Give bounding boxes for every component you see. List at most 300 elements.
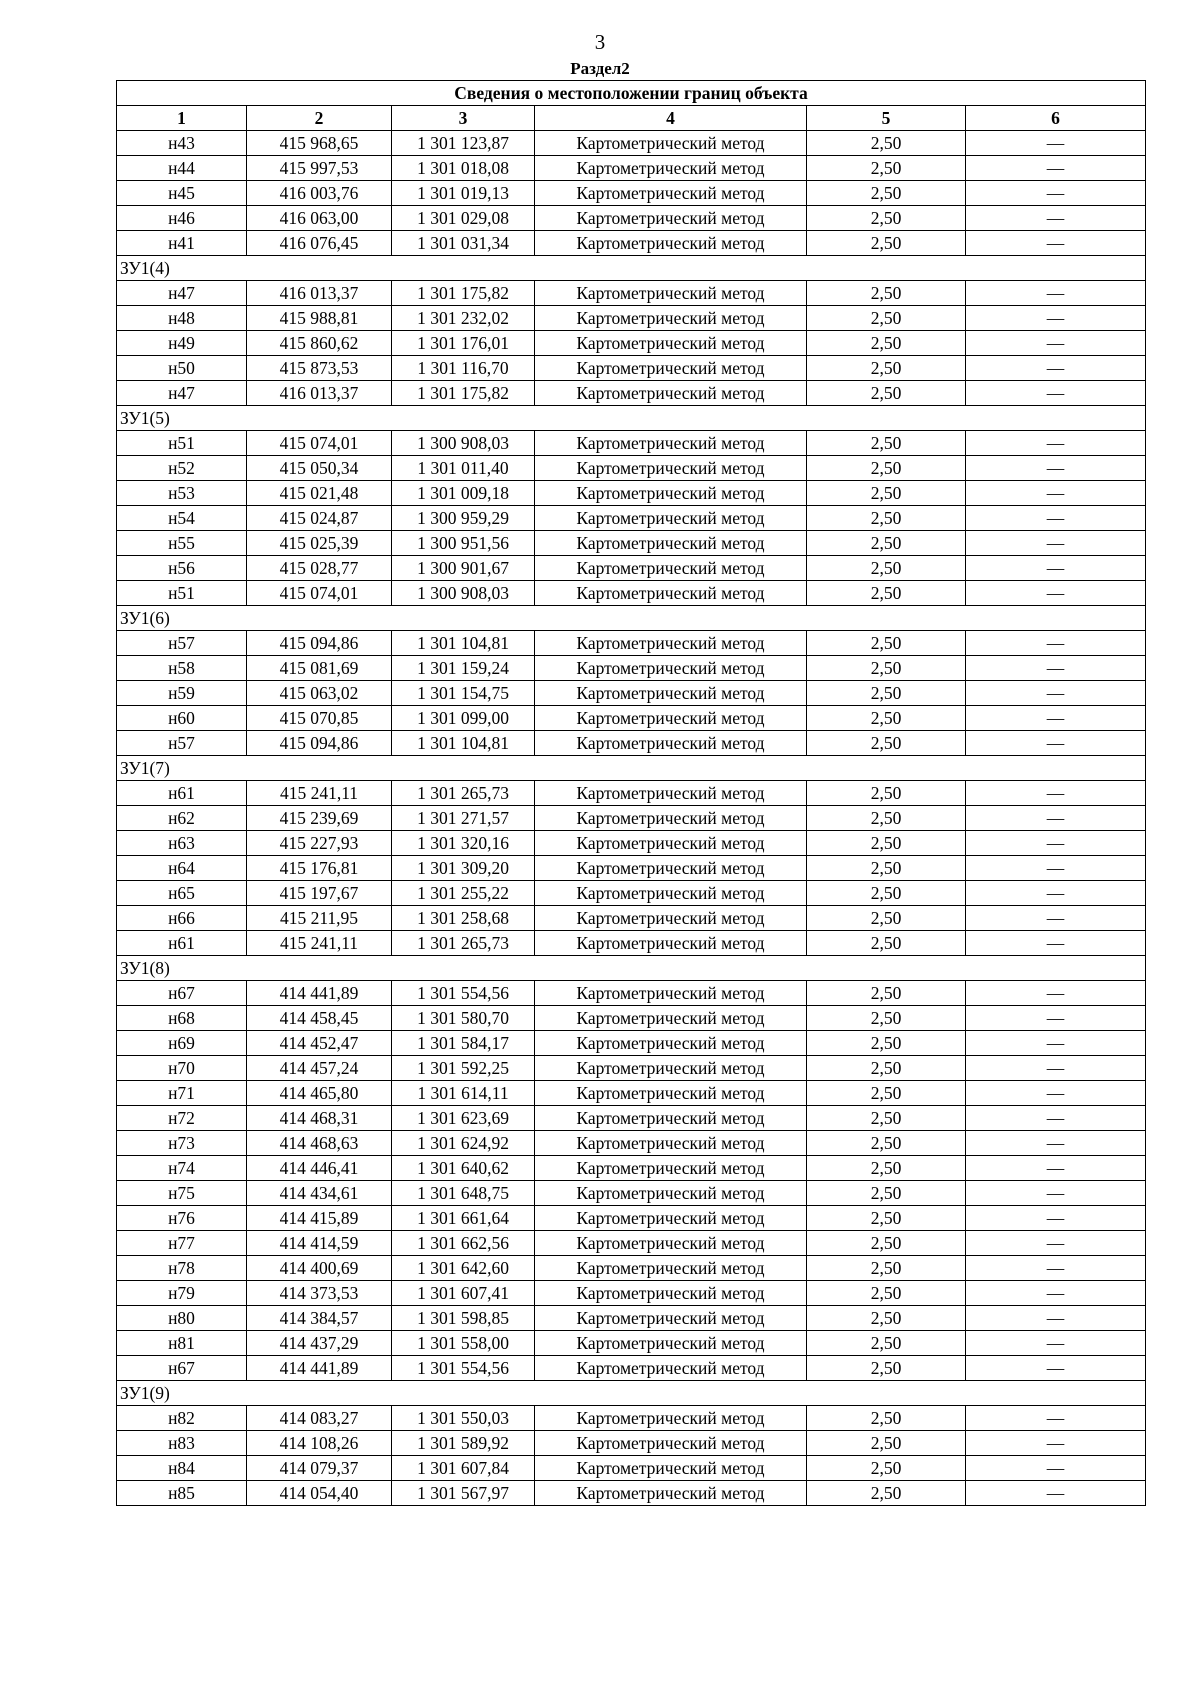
description-cell: — (966, 1231, 1146, 1256)
description-cell: — (966, 1056, 1146, 1081)
table-row (117, 806, 1146, 831)
point-name-cell: н83 (117, 1431, 247, 1456)
table-row (117, 1331, 1146, 1356)
method-cell: Картометрический метод (535, 1256, 807, 1281)
method-cell: Картометрический метод (535, 1031, 807, 1056)
table-row (117, 1431, 1146, 1456)
y-coordinate-cell: 1 301 159,24 (392, 656, 535, 681)
method-cell: Картометрический метод (535, 1156, 807, 1181)
y-coordinate-cell: 1 301 271,57 (392, 806, 535, 831)
table-caption: Сведения о местоположении границ объекта (117, 81, 1146, 106)
precision-cell: 2,50 (807, 331, 966, 356)
x-coordinate-cell: 416 013,37 (247, 381, 392, 406)
point-name-cell: н47 (117, 281, 247, 306)
table-row (117, 1056, 1146, 1081)
group-row (117, 256, 1146, 281)
table-row (117, 1081, 1146, 1106)
precision-cell: 2,50 (807, 306, 966, 331)
precision-cell: 2,50 (807, 531, 966, 556)
precision-cell: 2,50 (807, 1281, 966, 1306)
x-coordinate-cell: 416 003,76 (247, 181, 392, 206)
column-number-row (117, 106, 1146, 131)
table-row (117, 1356, 1146, 1381)
section-title: Раздел2 (570, 59, 630, 78)
description-cell: — (966, 1131, 1146, 1156)
x-coordinate-cell: 414 441,89 (247, 981, 392, 1006)
description-cell: — (966, 331, 1146, 356)
precision-cell: 2,50 (807, 481, 966, 506)
y-coordinate-cell: 1 301 265,73 (392, 931, 535, 956)
point-name-cell: н54 (117, 506, 247, 531)
description-cell: — (966, 1106, 1146, 1131)
x-coordinate-cell: 414 384,57 (247, 1306, 392, 1331)
x-coordinate-cell: 414 415,89 (247, 1206, 392, 1231)
group-row (117, 756, 1146, 781)
column-header: 3 (392, 106, 535, 131)
description-cell: — (966, 1406, 1146, 1431)
y-coordinate-cell: 1 301 554,56 (392, 1356, 535, 1381)
method-cell: Картометрический метод (535, 156, 807, 181)
x-coordinate-cell: 415 241,11 (247, 931, 392, 956)
x-coordinate-cell: 414 452,47 (247, 1031, 392, 1056)
table-row (117, 1256, 1146, 1281)
precision-cell: 2,50 (807, 1306, 966, 1331)
point-name-cell: н57 (117, 731, 247, 756)
description-cell: — (966, 881, 1146, 906)
method-cell: Картометрический метод (535, 1056, 807, 1081)
table-row (117, 456, 1146, 481)
point-name-cell: н45 (117, 181, 247, 206)
group-label: ЗУ1(7) (117, 756, 1146, 781)
method-cell: Картометрический метод (535, 1106, 807, 1131)
point-name-cell: н53 (117, 481, 247, 506)
point-name-cell: н47 (117, 381, 247, 406)
group-row (117, 406, 1146, 431)
y-coordinate-cell: 1 301 580,70 (392, 1006, 535, 1031)
method-cell: Картометрический метод (535, 356, 807, 381)
x-coordinate-cell: 415 211,95 (247, 906, 392, 931)
y-coordinate-cell: 1 300 901,67 (392, 556, 535, 581)
table-row (117, 656, 1146, 681)
point-name-cell: н82 (117, 1406, 247, 1431)
precision-cell: 2,50 (807, 456, 966, 481)
point-name-cell: н81 (117, 1331, 247, 1356)
precision-cell: 2,50 (807, 856, 966, 881)
method-cell: Картометрический метод (535, 856, 807, 881)
x-coordinate-cell: 414 054,40 (247, 1481, 392, 1506)
description-cell: — (966, 306, 1146, 331)
x-coordinate-cell: 415 239,69 (247, 806, 392, 831)
point-name-cell: н67 (117, 981, 247, 1006)
precision-cell: 2,50 (807, 681, 966, 706)
table-body (117, 131, 1146, 1506)
description-cell: — (966, 1081, 1146, 1106)
precision-cell: 2,50 (807, 1231, 966, 1256)
method-cell: Картометрический метод (535, 1456, 807, 1481)
y-coordinate-cell: 1 301 624,92 (392, 1131, 535, 1156)
point-name-cell: н43 (117, 131, 247, 156)
point-name-cell: н78 (117, 1256, 247, 1281)
group-label: ЗУ1(6) (117, 606, 1146, 631)
precision-cell: 2,50 (807, 1356, 966, 1381)
description-cell: — (966, 1206, 1146, 1231)
description-cell: — (966, 1156, 1146, 1181)
point-name-cell: н79 (117, 1281, 247, 1306)
y-coordinate-cell: 1 301 661,64 (392, 1206, 535, 1231)
precision-cell: 2,50 (807, 1031, 966, 1056)
point-name-cell: н52 (117, 456, 247, 481)
table-row (117, 556, 1146, 581)
method-cell: Картометрический метод (535, 1356, 807, 1381)
point-name-cell: н73 (117, 1131, 247, 1156)
y-coordinate-cell: 1 301 550,03 (392, 1406, 535, 1431)
y-coordinate-cell: 1 301 598,85 (392, 1306, 535, 1331)
precision-cell: 2,50 (807, 1056, 966, 1081)
description-cell: — (966, 681, 1146, 706)
y-coordinate-cell: 1 301 104,81 (392, 731, 535, 756)
method-cell: Картометрический метод (535, 381, 807, 406)
table-row (117, 581, 1146, 606)
description-cell: — (966, 281, 1146, 306)
table-row (117, 1481, 1146, 1506)
y-coordinate-cell: 1 301 258,68 (392, 906, 535, 931)
table-row (117, 131, 1146, 156)
description-cell: — (966, 856, 1146, 881)
y-coordinate-cell: 1 300 951,56 (392, 531, 535, 556)
description-cell: — (966, 356, 1146, 381)
point-name-cell: н56 (117, 556, 247, 581)
y-coordinate-cell: 1 301 255,22 (392, 881, 535, 906)
x-coordinate-cell: 415 197,67 (247, 881, 392, 906)
column-header: 2 (247, 106, 392, 131)
x-coordinate-cell: 414 434,61 (247, 1181, 392, 1206)
y-coordinate-cell: 1 301 554,56 (392, 981, 535, 1006)
description-cell: — (966, 906, 1146, 931)
table-caption-row (117, 81, 1146, 106)
description-cell: — (966, 731, 1146, 756)
table-row (117, 381, 1146, 406)
table-row (117, 306, 1146, 331)
table-row (117, 1406, 1146, 1431)
x-coordinate-cell: 414 437,29 (247, 1331, 392, 1356)
method-cell: Картометрический метод (535, 431, 807, 456)
point-name-cell: н57 (117, 631, 247, 656)
precision-cell: 2,50 (807, 1081, 966, 1106)
description-cell: — (966, 656, 1146, 681)
description-cell: — (966, 206, 1146, 231)
y-coordinate-cell: 1 301 116,70 (392, 356, 535, 381)
x-coordinate-cell: 414 083,27 (247, 1406, 392, 1431)
method-cell: Картометрический метод (535, 531, 807, 556)
precision-cell: 2,50 (807, 156, 966, 181)
precision-cell: 2,50 (807, 431, 966, 456)
y-coordinate-cell: 1 301 614,11 (392, 1081, 535, 1106)
x-coordinate-cell: 415 094,86 (247, 731, 392, 756)
point-name-cell: н58 (117, 656, 247, 681)
x-coordinate-cell: 415 021,48 (247, 481, 392, 506)
y-coordinate-cell: 1 301 584,17 (392, 1031, 535, 1056)
y-coordinate-cell: 1 301 154,75 (392, 681, 535, 706)
y-coordinate-cell: 1 300 908,03 (392, 581, 535, 606)
point-name-cell: н60 (117, 706, 247, 731)
x-coordinate-cell: 415 074,01 (247, 431, 392, 456)
precision-cell: 2,50 (807, 981, 966, 1006)
description-cell: — (966, 1431, 1146, 1456)
method-cell: Картометрический метод (535, 481, 807, 506)
method-cell: Картометрический метод (535, 731, 807, 756)
x-coordinate-cell: 414 468,63 (247, 1131, 392, 1156)
group-row (117, 1381, 1146, 1406)
group-row (117, 606, 1146, 631)
method-cell: Картометрический метод (535, 1081, 807, 1106)
table-row (117, 731, 1146, 756)
table-row (117, 331, 1146, 356)
method-cell: Картометрический метод (535, 506, 807, 531)
precision-cell: 2,50 (807, 781, 966, 806)
y-coordinate-cell: 1 301 607,41 (392, 1281, 535, 1306)
x-coordinate-cell: 415 070,85 (247, 706, 392, 731)
method-cell: Картометрический метод (535, 1306, 807, 1331)
precision-cell: 2,50 (807, 581, 966, 606)
point-name-cell: н59 (117, 681, 247, 706)
x-coordinate-cell: 415 968,65 (247, 131, 392, 156)
x-coordinate-cell: 414 465,80 (247, 1081, 392, 1106)
point-name-cell: н65 (117, 881, 247, 906)
description-cell: — (966, 931, 1146, 956)
point-name-cell: н48 (117, 306, 247, 331)
x-coordinate-cell: 415 074,01 (247, 581, 392, 606)
description-cell: — (966, 1256, 1146, 1281)
method-cell: Картометрический метод (535, 1181, 807, 1206)
table-row (117, 1306, 1146, 1331)
x-coordinate-cell: 415 024,87 (247, 506, 392, 531)
table-row (117, 1031, 1146, 1056)
point-name-cell: н61 (117, 781, 247, 806)
point-name-cell: н63 (117, 831, 247, 856)
point-name-cell: н50 (117, 356, 247, 381)
method-cell: Картометрический метод (535, 456, 807, 481)
x-coordinate-cell: 415 081,69 (247, 656, 392, 681)
y-coordinate-cell: 1 301 232,02 (392, 306, 535, 331)
x-coordinate-cell: 415 860,62 (247, 331, 392, 356)
y-coordinate-cell: 1 301 009,18 (392, 481, 535, 506)
page-number: 3 (594, 30, 606, 54)
table-row (117, 631, 1146, 656)
y-coordinate-cell: 1 301 640,62 (392, 1156, 535, 1181)
group-label: ЗУ1(5) (117, 406, 1146, 431)
precision-cell: 2,50 (807, 931, 966, 956)
method-cell: Картометрический метод (535, 231, 807, 256)
table-row (117, 1131, 1146, 1156)
method-cell: Картометрический метод (535, 181, 807, 206)
x-coordinate-cell: 415 241,11 (247, 781, 392, 806)
x-coordinate-cell: 414 468,31 (247, 1106, 392, 1131)
method-cell: Картометрический метод (535, 631, 807, 656)
description-cell: — (966, 506, 1146, 531)
precision-cell: 2,50 (807, 356, 966, 381)
x-coordinate-cell: 415 094,86 (247, 631, 392, 656)
method-cell: Картометрический метод (535, 1206, 807, 1231)
point-name-cell: н44 (117, 156, 247, 181)
description-cell: — (966, 181, 1146, 206)
precision-cell: 2,50 (807, 1106, 966, 1131)
x-coordinate-cell: 415 988,81 (247, 306, 392, 331)
point-name-cell: н75 (117, 1181, 247, 1206)
y-coordinate-cell: 1 301 623,69 (392, 1106, 535, 1131)
description-cell: — (966, 456, 1146, 481)
table-row (117, 1006, 1146, 1031)
table-row (117, 1231, 1146, 1256)
table-row (117, 1106, 1146, 1131)
y-coordinate-cell: 1 301 018,08 (392, 156, 535, 181)
method-cell: Картометрический метод (535, 206, 807, 231)
method-cell: Картометрический метод (535, 681, 807, 706)
x-coordinate-cell: 414 079,37 (247, 1456, 392, 1481)
x-coordinate-cell: 414 446,41 (247, 1156, 392, 1181)
y-coordinate-cell: 1 301 123,87 (392, 131, 535, 156)
method-cell: Картометрический метод (535, 781, 807, 806)
point-name-cell: н55 (117, 531, 247, 556)
table-row (117, 506, 1146, 531)
x-coordinate-cell: 415 025,39 (247, 531, 392, 556)
x-coordinate-cell: 415 028,77 (247, 556, 392, 581)
table-row (117, 856, 1146, 881)
y-coordinate-cell: 1 301 099,00 (392, 706, 535, 731)
method-cell: Картометрический метод (535, 831, 807, 856)
group-label: ЗУ1(8) (117, 956, 1146, 981)
y-coordinate-cell: 1 301 176,01 (392, 331, 535, 356)
precision-cell: 2,50 (807, 1256, 966, 1281)
x-coordinate-cell: 415 227,93 (247, 831, 392, 856)
y-coordinate-cell: 1 301 104,81 (392, 631, 535, 656)
method-cell: Картометрический метод (535, 131, 807, 156)
table-row (117, 1281, 1146, 1306)
precision-cell: 2,50 (807, 231, 966, 256)
method-cell: Картометрический метод (535, 306, 807, 331)
description-cell: — (966, 431, 1146, 456)
precision-cell: 2,50 (807, 556, 966, 581)
table-row (117, 1456, 1146, 1481)
description-cell: — (966, 1281, 1146, 1306)
table-row (117, 906, 1146, 931)
boundaries-table (116, 80, 1146, 1506)
table-row (117, 981, 1146, 1006)
precision-cell: 2,50 (807, 506, 966, 531)
y-coordinate-cell: 1 301 175,82 (392, 281, 535, 306)
x-coordinate-cell: 415 063,02 (247, 681, 392, 706)
table-row (117, 706, 1146, 731)
x-coordinate-cell: 416 076,45 (247, 231, 392, 256)
table-row (117, 356, 1146, 381)
method-cell: Картометрический метод (535, 556, 807, 581)
y-coordinate-cell: 1 301 662,56 (392, 1231, 535, 1256)
column-header: 5 (807, 106, 966, 131)
method-cell: Картометрический метод (535, 1431, 807, 1456)
table-row (117, 831, 1146, 856)
group-row (117, 956, 1146, 981)
group-label: ЗУ1(4) (117, 256, 1146, 281)
description-cell: — (966, 531, 1146, 556)
method-cell: Картометрический метод (535, 1406, 807, 1431)
precision-cell: 2,50 (807, 1156, 966, 1181)
description-cell: — (966, 831, 1146, 856)
description-cell: — (966, 556, 1146, 581)
description-cell: — (966, 481, 1146, 506)
description-cell: — (966, 706, 1146, 731)
y-coordinate-cell: 1 301 558,00 (392, 1331, 535, 1356)
precision-cell: 2,50 (807, 706, 966, 731)
point-name-cell: н41 (117, 231, 247, 256)
point-name-cell: н51 (117, 431, 247, 456)
precision-cell: 2,50 (807, 1431, 966, 1456)
table-row (117, 1206, 1146, 1231)
x-coordinate-cell: 415 050,34 (247, 456, 392, 481)
description-cell: — (966, 806, 1146, 831)
precision-cell: 2,50 (807, 206, 966, 231)
method-cell: Картометрический метод (535, 1281, 807, 1306)
method-cell: Картометрический метод (535, 1006, 807, 1031)
table-row (117, 931, 1146, 956)
description-cell: — (966, 981, 1146, 1006)
method-cell: Картометрический метод (535, 931, 807, 956)
point-name-cell: н71 (117, 1081, 247, 1106)
table-row (117, 681, 1146, 706)
point-name-cell: н70 (117, 1056, 247, 1081)
point-name-cell: н77 (117, 1231, 247, 1256)
x-coordinate-cell: 415 873,53 (247, 356, 392, 381)
precision-cell: 2,50 (807, 1406, 966, 1431)
y-coordinate-cell: 1 300 959,29 (392, 506, 535, 531)
point-name-cell: н74 (117, 1156, 247, 1181)
description-cell: — (966, 1331, 1146, 1356)
y-coordinate-cell: 1 301 031,34 (392, 231, 535, 256)
x-coordinate-cell: 414 400,69 (247, 1256, 392, 1281)
table-row (117, 1181, 1146, 1206)
precision-cell: 2,50 (807, 1456, 966, 1481)
method-cell: Картометрический метод (535, 981, 807, 1006)
method-cell: Картометрический метод (535, 281, 807, 306)
precision-cell: 2,50 (807, 1131, 966, 1156)
precision-cell: 2,50 (807, 1006, 966, 1031)
point-name-cell: н68 (117, 1006, 247, 1031)
point-name-cell: н62 (117, 806, 247, 831)
x-coordinate-cell: 415 176,81 (247, 856, 392, 881)
method-cell: Картометрический метод (535, 331, 807, 356)
method-cell: Картометрический метод (535, 1331, 807, 1356)
method-cell: Картометрический метод (535, 806, 807, 831)
point-name-cell: н76 (117, 1206, 247, 1231)
precision-cell: 2,50 (807, 1331, 966, 1356)
table-row (117, 231, 1146, 256)
description-cell: — (966, 581, 1146, 606)
y-coordinate-cell: 1 301 320,16 (392, 831, 535, 856)
x-coordinate-cell: 414 414,59 (247, 1231, 392, 1256)
precision-cell: 2,50 (807, 881, 966, 906)
precision-cell: 2,50 (807, 281, 966, 306)
method-cell: Картометрический метод (535, 906, 807, 931)
point-name-cell: н67 (117, 1356, 247, 1381)
precision-cell: 2,50 (807, 831, 966, 856)
point-name-cell: н80 (117, 1306, 247, 1331)
precision-cell: 2,50 (807, 656, 966, 681)
table-row (117, 206, 1146, 231)
table-row (117, 1156, 1146, 1181)
table-row (117, 281, 1146, 306)
table-row (117, 781, 1146, 806)
y-coordinate-cell: 1 301 592,25 (392, 1056, 535, 1081)
description-cell: — (966, 781, 1146, 806)
method-cell: Картометрический метод (535, 581, 807, 606)
